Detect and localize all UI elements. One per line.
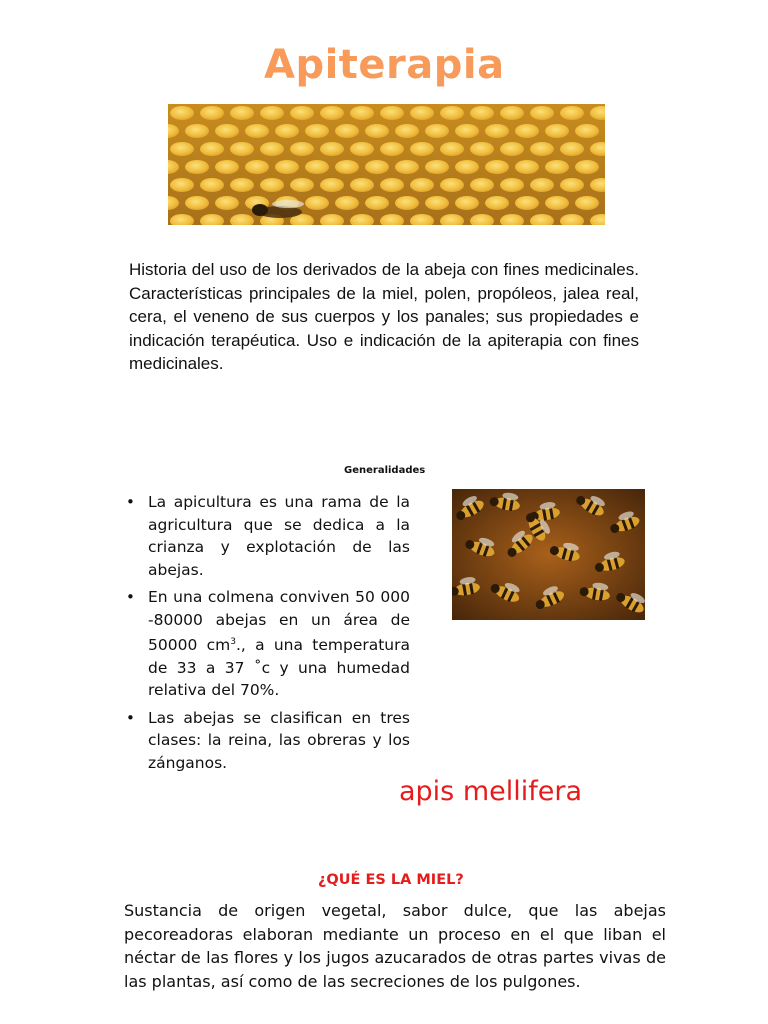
generalidades-list — [126, 491, 410, 779]
honeycomb-cell — [290, 106, 314, 120]
honeycomb-cell — [335, 196, 359, 210]
honeycomb-cell — [395, 124, 419, 138]
honeycomb-cell — [305, 160, 329, 174]
honeycomb-cell — [365, 160, 389, 174]
honeycomb-cell — [530, 178, 554, 192]
honeycomb-cell — [410, 178, 434, 192]
honeycomb-cell — [185, 124, 209, 138]
honeycomb-cell — [230, 106, 254, 120]
bullet-icon: • — [126, 588, 135, 606]
honeycomb-cell — [575, 124, 599, 138]
honeycomb-cell — [560, 178, 584, 192]
honeycomb-cell — [515, 160, 539, 174]
honeycomb-cell — [410, 142, 434, 156]
list-item-text: La apicultura es una rama de la agricultura que se dedica a la crianza y explotación de las abejas. — [148, 493, 410, 579]
honeycomb-cell — [560, 106, 584, 120]
list-item-text: Las abejas se clasifican en tres clases: la reina, las obreras y los zánganos. — [148, 708, 410, 772]
honeycomb-cell — [485, 196, 509, 210]
honeycomb-cell — [530, 142, 554, 156]
honeycomb-cell — [485, 160, 509, 174]
honeycomb-cell — [320, 178, 344, 192]
honeycomb-cell — [545, 124, 569, 138]
intro-paragraph: Historia del uso de los derivados de la abeja con fines medicinales. Características principales de la miel, polen, propóleos, jalea real, cera, el veneno de sus cuerpos y los panales; sus propiedades e indicación terapéutica. Uso e indicación de la apiterapia con fines medicinales. — [129, 260, 639, 373]
document-title: Apiterapia — [264, 42, 505, 88]
honeycomb-image — [168, 104, 605, 225]
honeycomb-cell — [440, 142, 464, 156]
bullet-icon: • — [126, 708, 135, 727]
honeycomb-cell — [290, 178, 314, 192]
honeycomb-cell — [500, 106, 524, 120]
honeycomb-cell — [365, 196, 389, 210]
list-item — [126, 491, 410, 581]
honeycomb-cell — [575, 196, 599, 210]
list-item-text — [148, 588, 410, 699]
honeycomb-cell — [260, 142, 284, 156]
honeycomb-cell — [215, 160, 239, 174]
honeycomb-cell — [470, 142, 494, 156]
honeycomb-cell — [350, 178, 374, 192]
honeycomb-cell — [200, 106, 224, 120]
honeycomb-cell — [230, 178, 254, 192]
honeycomb-cell — [500, 142, 524, 156]
honeycomb-cell — [380, 178, 404, 192]
honeycomb-cell — [170, 142, 194, 156]
bullet-icon: • — [126, 493, 135, 511]
honeycomb-cell — [335, 124, 359, 138]
honeycomb-cell — [575, 160, 599, 174]
honeycomb-cell — [320, 106, 344, 120]
honeycomb-cell — [185, 196, 209, 210]
list-item — [126, 707, 410, 775]
list-item — [126, 586, 410, 702]
honeycomb-cell — [425, 124, 449, 138]
image-caption: apis mellifera — [399, 776, 583, 807]
honeycomb-cell — [440, 106, 464, 120]
honeycomb-cell — [560, 142, 584, 156]
honeycomb-cell — [215, 196, 239, 210]
honeycomb-cell — [215, 124, 239, 138]
honeycomb-cell — [545, 160, 569, 174]
honeycomb-cell — [515, 196, 539, 210]
honeycomb-cell — [455, 124, 479, 138]
honeycomb-cell — [395, 196, 419, 210]
honeycomb-cell — [470, 178, 494, 192]
honeycomb-cell — [200, 178, 224, 192]
honeycomb-cell — [395, 160, 419, 174]
honeycomb-cell — [425, 160, 449, 174]
honeycomb-cell — [515, 124, 539, 138]
honeycomb-cell — [380, 142, 404, 156]
miel-paragraph: Sustancia de origen vegetal, sabor dulce, que las abejas pecoreadoras elaboran mediante un proceso en el que liban el néctar de las flores y los jugos azucarados de otras partes vivas de las plantas, así como de las secreciones de los pulgones. — [124, 901, 666, 991]
honeycomb-cell — [260, 178, 284, 192]
honeycomb-cell — [455, 160, 479, 174]
list-item-text-end: ., a una temperatura de 33 a 37 ˚c y una humedad relativa del 70%. — [148, 636, 411, 700]
honeycomb-cell — [260, 106, 284, 120]
honeycomb-cell — [170, 106, 194, 120]
honeycomb-cell — [350, 142, 374, 156]
honeycomb-cell — [485, 124, 509, 138]
bees-image — [452, 489, 645, 620]
honeycomb-cell — [320, 142, 344, 156]
honeycomb-cell — [245, 124, 269, 138]
honeycomb-cell — [305, 124, 329, 138]
honeycomb-cell — [365, 124, 389, 138]
honeycomb-cell — [440, 178, 464, 192]
honeycomb-cell — [230, 142, 254, 156]
honeycomb-cell — [335, 160, 359, 174]
honeycomb-cell — [410, 106, 434, 120]
honeycomb-cell — [200, 142, 224, 156]
honeycomb-cell — [275, 160, 299, 174]
honeycomb-cell — [290, 142, 314, 156]
honeycomb-cell — [185, 160, 209, 174]
superscript: 3 — [230, 637, 236, 647]
honeycomb-cell — [305, 196, 329, 210]
honeycomb-cell — [530, 106, 554, 120]
honeycomb-cell — [350, 106, 374, 120]
honeycomb-cell — [470, 106, 494, 120]
list-item-text-start: En una colmena conviven 50 000 -80000 abejas en un área de 50000 cm — [148, 588, 410, 655]
honeycomb-cell — [170, 178, 194, 192]
honeycomb-cell — [380, 106, 404, 120]
generalidades-heading: Generalidades — [344, 465, 426, 476]
honeycomb-cell — [500, 178, 524, 192]
honeycomb-cell — [545, 196, 569, 210]
honeycomb-cell — [245, 160, 269, 174]
miel-heading: ¿QUÉ ES LA MIEL? — [318, 872, 464, 888]
honeycomb-cell — [275, 124, 299, 138]
honeycomb-cell — [425, 196, 449, 210]
honeycomb-cell — [455, 196, 479, 210]
